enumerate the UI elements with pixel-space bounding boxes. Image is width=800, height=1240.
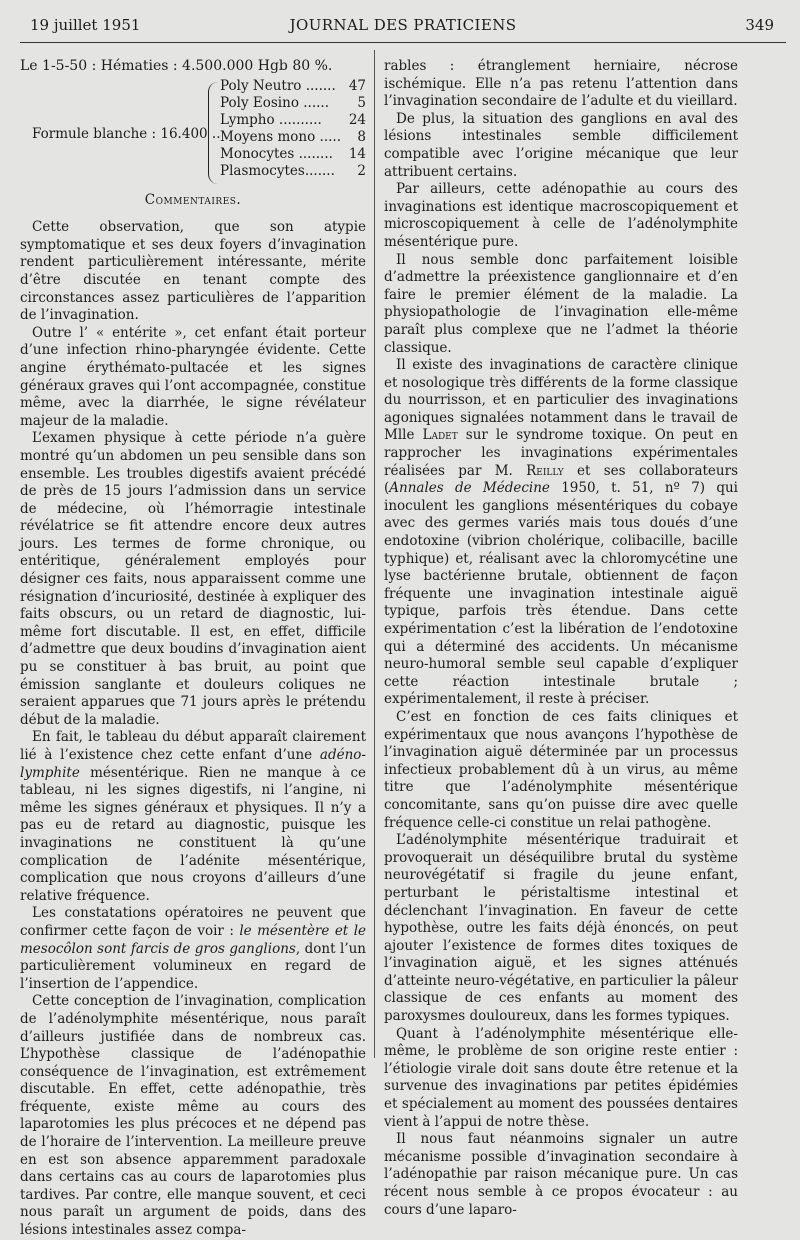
page-number: 349	[745, 16, 774, 34]
paragraph: Quant à l’adénolymphite mésentérique elle-même, le problème de son origine reste entier : l’étiologie virale doit sans doute être retenue et la survenue des invaginations par petites épidémies et spécialement au moment des poussées dentaires vient à l’appui de notre thèse.	[384, 1025, 738, 1130]
column-divider	[374, 50, 375, 1058]
paragraph: Les constatations opératoires ne peuvent que confirmer cette façon de voir : le mésentère et le mesocôlon sont farcis de gros ganglions, dont l’un particulièrement volumineux en regard de l’insertion de l’appendice.	[20, 905, 366, 992]
journal-title: JOURNAL DES PRATICIENS	[289, 16, 517, 34]
paragraph: Par ailleurs, cette adénopathie au cours des invaginations est identique macroscopiquement et microscopiquement à celle de l’adénolymphite mésentérique pure.	[384, 181, 738, 250]
paragraph: L’adénolymphite mésentérique traduirait et provoquerait un déséquilibre brutal du système neurovégétatif si fragile du jeune enfant, perturbant le péristaltisme intestinal et déclenchant l’invagination. En faveur de cette hypothèse, outre les faits déjà énoncés, on peut ajouter l’existence de formes dites toxiques de l’invagination aiguë, et les signes atténués d’atteinte neuro-végétative, en particulier la pâleur classique de ces enfants au moment des paroxysmes douloureux, dans les formes typiques.	[384, 832, 738, 1025]
formula-row: Lympho .......... 24	[220, 111, 366, 128]
formula-label: Formule blanche : 16.400 ..	[32, 125, 221, 142]
formula-list	[220, 78, 366, 180]
formula-row: Moyens mono ..... 8	[220, 128, 366, 145]
paragraph: Il existe des invaginations de caractère clinique et nosologique très différents de la forme classique du nourrisson, et en particulier des invaginations agoniques signalées notamment dans le travail de Mlle Ladet sur le syndrome toxique. On peut en rapprocher les invaginations expérimentales réalisées par M. Reilly et ses collaborateurs (Annales de Médecine 1950, t. 51, nº 7) qui inoculent les ganglions mésentériques du cobaye avec des germes variés mais tous doués d’une endotoxine (vibrion cholérique, colibacille, bacille typhique) et, réalisant avec la chloromycétine une lyse bactérienne brutale, obtiennent de façon fréquente une invagination intestinale aiguë typique, parfois très étendue. Dans cette expérimentation c’est la libération de l’endotoxine qui a déterminé des accidents. Un mécanisme neuro-humoral semble seul capable d’expliquer cette réaction intestinale brutale ; expérimentalement, il reste à préciser.	[384, 357, 738, 708]
paragraph: Il nous semble donc parfaitement loisible d’admettre la préexistence ganglionnaire et d’en faire le premier élément de la maladie. La physiopathologie de l’invagination elle-même paraît plus complexe que ne l’admet la théorie classique.	[384, 251, 738, 356]
paragraph: L’examen physique à cette période n’a guère montré qu’un abdomen un peu sensible dans son ensemble. Les troubles digestifs avaient précédé de près de 15 jours l’admission dans un service de médecine, où l’hémorragie intestinale révélatrice se fit attendre encore deux autres jours. Les termes de forme chronique, ou entéritique, généralement employés pour désigner ces faits, nous apparaissent comme une résignation d’incuriosité, destinée à expliquer des faits obscurs, ou un retard de diagnostic, lui-même fort discutable. Il est, en effet, difficile d’admettre que deux boudins d’invagination aient pu se constituer à bas bruit, au point que émission sanglante et douleurs coliques ne seraient apparues que 71 jours après le prétendu début de la maladie.	[20, 430, 366, 728]
formula-blanche	[20, 78, 366, 188]
paragraph: C’est en fonction de ces faits cliniques et expérimentaux que nous avançons l’hypothèse de l’invagination aiguë déterminée par un processus infectieux probablement dû à un virus, au même titre que l’adénolymphite mésentérique concomitante, sans qu’on puisse dire avec quelle fréquence celle-ci constitue un relai pathogène.	[384, 708, 738, 831]
formula-row: Plasmocytes....... 2	[220, 162, 366, 179]
formula-row: Poly Neutro ....... 47	[220, 77, 366, 94]
header-date: 19 juillet 1951	[30, 16, 141, 34]
formula-row: Poly Eosino ...... 5	[220, 94, 366, 111]
formula-row: Monocytes ........ 14	[220, 145, 366, 162]
paragraph: De plus, la situation des ganglions en aval des lésions intestinales semble difficilement compatible avec l’origine mécanique que leur attribuent certains.	[384, 110, 738, 180]
paragraph: Outre l’ « entérite », cet enfant était porteur d’une infection rhino-pharyngée évidente. Cette angine érythémato-pultacée et les signes généraux graves qui l’ont accompagnée, constitue même, avec la diarrhée, le signe révélateur majeur de la maladie.	[20, 324, 366, 429]
left-column	[20, 58, 366, 1239]
section-title: Commentaires.	[144, 191, 242, 208]
paragraph: Cette observation, que son atypie symptomatique et ses deux foyers d’invagination rendent particulièrement intéressante, mérite d’être discutée en tenant compte des circonstances assez particulières de l’apparition de l’invagination.	[20, 219, 366, 324]
page-header	[20, 12, 786, 43]
paragraph: rables : étranglement herniaire, nécrose ischémique. Elle n’a pas retenu l’attention dans l’invagination secondaire de l’adulte et du vieillard.	[384, 58, 738, 110]
paragraph: En fait, le tableau du début apparaît clairement lié à l’existence chez cette enfant d’une adéno-lymphite mésentérique. Rien ne manque à ce tableau, ni les signes digestifs, ni l’angine, ni même les signes généraux et physiques. Il n’y a pas eu de retard au diagnostic, puisque les invaginations ne constituent là qu’une complication de l’adénite mésentérique, complication que nous croyons d’ailleurs d’une relative fréquence.	[20, 729, 366, 904]
right-column	[384, 58, 738, 1218]
lab-results: Le 1-5-50 : Hématies : 4.500.000 Hgb 80 %.	[20, 58, 333, 74]
paragraph: Cette conception de l’invagination, complication de l’adénolymphite mésentérique, nous paraît d’ailleurs justifiée dans de nombreux cas. L’hypothèse classique de l’adénopathie conséquence de l’invagination, est extrêmement discutable. En effet, cette adénopathie, très fréquente, existe même au cours des laparotomies les plus précoces et ne dépend pas de l’horaire de l’intervention. La meilleure preuve en est son absence apparemment paradoxale dans certains cas au cours de laparotomies plus tardives. Par contre, elle manque souvent, et ceci nous paraît un argument de poids, dans des lésions intestinales assez compa-	[20, 993, 366, 1239]
paragraph: Il nous faut néanmoins signaler un autre mécanisme possible d’invagination secondaire à l’adénopathie par raison mécanique pure. Un cas récent nous semble à ce propos évocateur : au cours d’une laparo-	[384, 1131, 738, 1218]
